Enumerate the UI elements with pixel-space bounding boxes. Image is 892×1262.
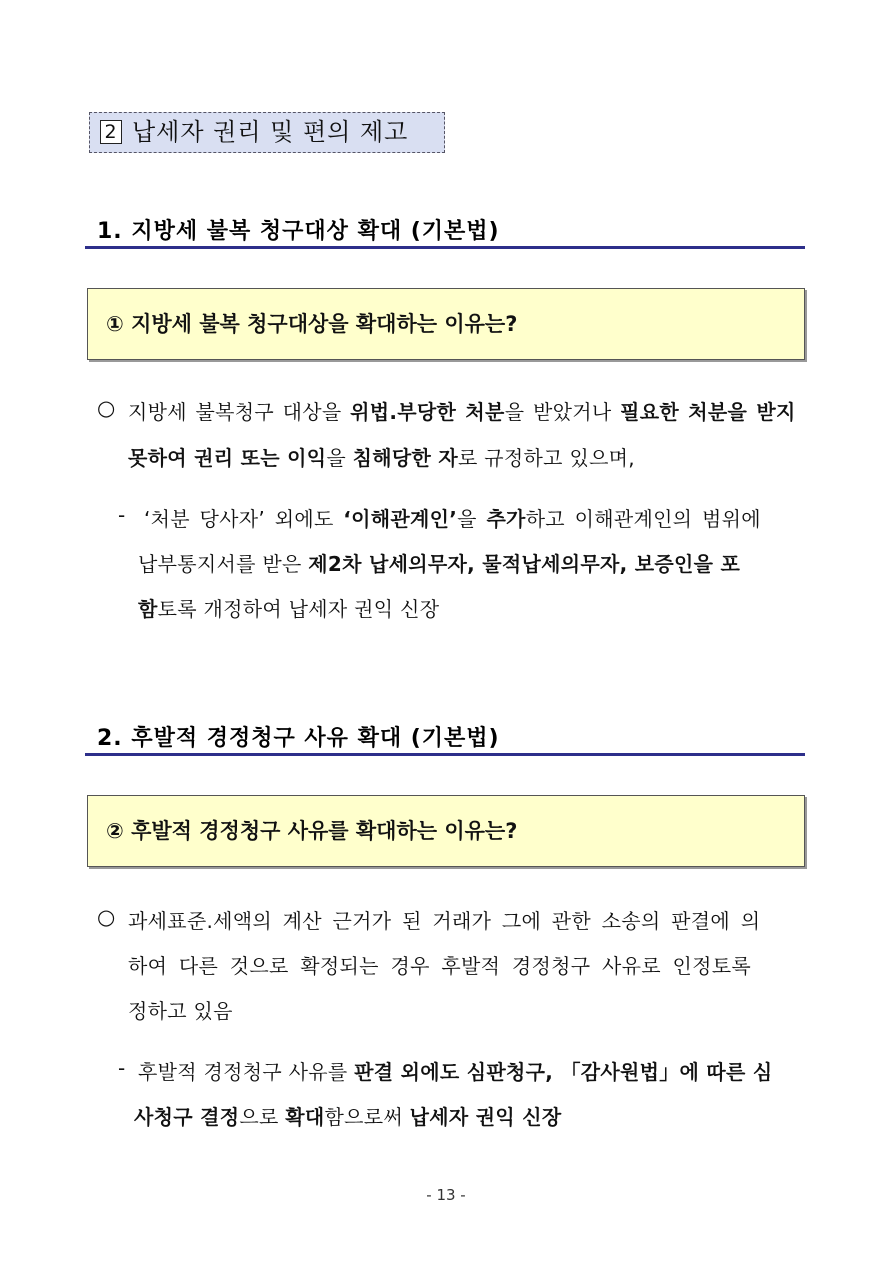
- section-1-dash-marker: -: [118, 503, 126, 527]
- section-2-title: 2. 후발적 경정청구 사유 확대 (기본법): [97, 726, 500, 751]
- section-1-underline: [85, 246, 805, 249]
- section-2-question-box: ② 후발적 경정청구 사유를 확대하는 이유는?: [87, 795, 805, 867]
- section-1-bullet-line-2: 못하여 권리 또는 이익을 침해당한 자로 규정하고 있으며,: [128, 446, 635, 470]
- section-number: 2: [100, 120, 122, 144]
- section-1-dash-line-3: 함토록 개정하여 납세자 권익 신장: [138, 597, 440, 621]
- section-2-bullet-line-3: 정하고 있음: [128, 999, 233, 1023]
- section-2-dash-line-1: 후발적 경정청구 사유를 판결 외에도 심판청구, 「감사원법」에 따른 심: [138, 1060, 773, 1084]
- section-1-bullet-marker: ○: [97, 396, 116, 420]
- section-1-question-box: ① 지방세 불복 청구대상을 확대하는 이유는?: [87, 288, 805, 360]
- section-2-dash-marker: -: [118, 1056, 126, 1080]
- page-number: - 13 -: [426, 1186, 466, 1204]
- section-2-bullet-line-2: 하여 다른 것으로 확정되는 경우 후발적 경정청구 사유로 인정토록: [128, 954, 751, 978]
- section-2-dash-line-2: 사청구 결정으로 확대함으로써 납세자 권익 신장: [134, 1105, 562, 1129]
- section-header: [89, 112, 445, 153]
- section-2-underline: [85, 753, 805, 756]
- section-1-bullet-line-1: 지방세 불복청구 대상을 위법.부당한 처분을 받았거나 필요한 처분을 받지: [128, 400, 796, 424]
- section-1-dash-line-2: 납부통지서를 받은 제2차 납세의무자, 물적납세의무자, 보증인을 포: [138, 552, 741, 576]
- section-1-dash-line-1: ‘처분 당사자’ 외에도 ‘이해관계인’을 추가하고 이해관계인의 범위에: [144, 507, 761, 531]
- section-2-bullet-line-1: 과세표준.세액의 계산 근거가 된 거래가 그에 관한 소송의 판결에 의: [128, 909, 761, 933]
- section-2-bullet-marker: ○: [97, 905, 116, 929]
- section-header-title: 납세자 권리 및 편의 제고: [132, 118, 409, 146]
- section-1-title: 1. 지방세 불복 청구대상 확대 (기본법): [97, 219, 500, 244]
